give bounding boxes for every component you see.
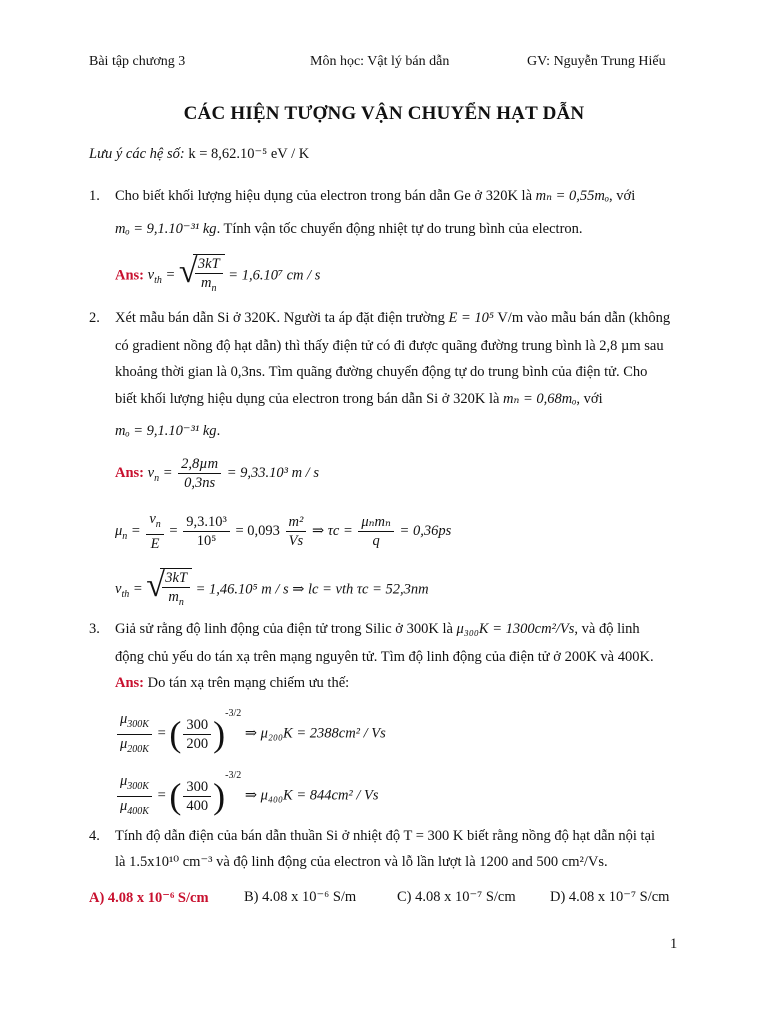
q2-line5-formula: mₒ = 9,1.10⁻³¹ kg <box>115 423 217 439</box>
page-number: 1 <box>670 936 678 952</box>
vth-symbol: $v_{th}$ = <box>147 267 176 287</box>
q3-eq2-exp: -3/2 <box>225 769 242 781</box>
q4-number: 4. <box>89 828 100 844</box>
q2-answer-3 <box>115 568 429 612</box>
q2-frac-distance: $\frac{\text{2,8µm}}{0,3ns}$ <box>178 455 221 492</box>
q2-line1 <box>115 310 670 327</box>
q2-ans-label: Ans: <box>115 464 145 481</box>
vn-symbol: $v_n$ = <box>147 464 173 484</box>
q3-ans-label: Ans: <box>115 675 145 691</box>
q1-number: 1. <box>89 188 100 204</box>
q1-line1 <box>115 188 635 205</box>
q3-eq2-temps: $\frac{300}{400}$ <box>183 778 211 815</box>
q2-frac-values: $\frac{\text{9,3.10³}}{\text{10⁵}}$ <box>183 513 230 550</box>
q2-ans2-mid: = 0,093 <box>235 522 280 539</box>
q3-eq1-exp: -3/2 <box>225 707 242 719</box>
q2-line4 <box>115 391 603 408</box>
note-line <box>89 146 309 163</box>
q2-ans3-result: = 1,46.10⁵ m / s ⇒ lc = vth τc = 52,3nm <box>195 581 429 598</box>
q3-line1-formula: μ₃₀₀K = 1300cm²/Vs <box>456 621 575 637</box>
q3-eq1-result: ⇒ μ₂₀₀K = 2388cm² / Vs <box>244 725 386 742</box>
q3-eq1-ratio: $\frac{\mu_{300K}}{\mu_{200K}}$ <box>117 710 152 759</box>
q2-ans2-result: = 0,36ps <box>399 522 452 539</box>
q3-ans-line <box>115 675 349 692</box>
option-c: C) 4.08 x 10⁻⁷ S/cm <box>397 889 516 905</box>
q3-line2: động chủ yếu do tán xạ trên mạng nguyên tử. Tìm độ linh động của điện tử ở 200K và 400K. <box>115 649 654 665</box>
q2-line4-formula: mₙ = 0,68mₒ <box>503 391 577 407</box>
page-title: CÁC HIỆN TƯỢNG VẬN CHUYỂN HẠT DẪN <box>183 103 585 124</box>
q3-number: 3. <box>89 621 100 637</box>
q3-eq1-temps: $\frac{300}{200}$ <box>183 716 211 753</box>
q4-line1: Tính độ dẫn điện của bán dẫn thuần Si ở nhiệt độ T = 300 K biết rằng nồng độ hạt dẫn nội tại <box>115 828 656 844</box>
q1-sqrt: √ $\frac{3kT}{m_n}$ <box>179 254 225 298</box>
q2-ans2-arrow: ⇒ τc = <box>311 522 353 539</box>
q2-line5 <box>115 423 220 440</box>
q1-ans-label: Ans: <box>115 267 145 284</box>
q2-line5-end: . <box>216 423 221 439</box>
mu-n-symbol: $\mu_n$ = <box>115 522 141 542</box>
q3-eq2-result: ⇒ μ₄₀₀K = 844cm² / Vs <box>244 787 379 804</box>
header-left: Bài tập chương 3 <box>89 54 186 69</box>
q2-line1-text: Xét mẫu bán dẫn Si ở 320K. Người ta áp đặt điện trường <box>115 310 445 326</box>
q1-ans-result: = 1,6.10⁷ cm / s <box>228 267 321 284</box>
q1-line2 <box>115 221 583 238</box>
q2-answer-2: $\mu_n$ = $\frac{v_n}{E}$ = $\frac{\text{9,3.10³}}{\text{10⁵}}$ = 0,093 $\frac{\text{m²}}{Vs}$ ⇒ τc = $\frac{\text{μₙmₙ}}{q}$ = 0,36ps <box>115 511 452 552</box>
q2-frac-vn-e: $\frac{v_n}{E}$ <box>146 510 163 553</box>
note-formula: k = 8,62.10⁻⁵ eV / K <box>188 146 310 162</box>
q2-line1-formula: E = 10⁵ <box>448 310 494 326</box>
vth-symbol-2: $v_{th}$ = <box>115 581 143 601</box>
note-label: Lưu ý các hệ số: <box>89 146 185 162</box>
q1-line2-formula: mₒ = 9,1.10⁻³¹ kg <box>115 221 217 237</box>
q2-frac-unit: $\frac{\text{m²}}{Vs}$ <box>286 513 307 550</box>
q2-line1-end: V/m vào mẫu bán dẫn (không <box>497 310 671 326</box>
q3-equation-2: $\frac{\mu_{300K}}{\mu_{400K}}$ = ( $\frac{300}{400}$ )$^{-3/2}$ ⇒ μ₄₀₀K = 844cm² / Vs <box>115 772 379 821</box>
q2-number: 2. <box>89 310 100 326</box>
q2-line4-end: , với <box>576 391 603 407</box>
q1-line1-text: Cho biết khối lượng hiệu dụng của electron trong bán dẫn Ge ở 320K là <box>115 188 533 204</box>
q1-line2-text: . Tính vận tốc chuyển động nhiệt tự do trung bình của electron. <box>216 221 583 237</box>
q2-line4-text: biết khối lượng hiệu dụng của electron trong bán dẫn Si ở 320K là <box>115 391 500 407</box>
option-b: B) 4.08 x 10⁻⁶ S/m <box>244 889 357 905</box>
q2-ans1-result: = 9,33.10³ m / s <box>226 464 319 481</box>
q3-line1 <box>115 621 640 638</box>
q2-line3: khoảng thời gian là 0,3ns. Tìm quãng đường chuyển động tự do trung bình của điện tử. Cho <box>115 364 648 380</box>
q3-equation-1: $\frac{\mu_{300K}}{\mu_{200K}}$ = ( $\frac{300}{200}$ )$^{-3/2}$ ⇒ μ₂₀₀K = 2388cm² / Vs <box>115 710 386 759</box>
header-right: GV: Nguyễn Trung Hiếu <box>527 54 666 69</box>
q2-frac-tau: $\frac{\text{μₙmₙ}}{q}$ <box>358 513 394 550</box>
q1-line1-formula: mₙ = 0,55mₒ <box>535 188 610 204</box>
q3-line1-end: , và độ linh <box>574 621 640 637</box>
q1-answer <box>115 254 320 298</box>
q1-line1-end: , với <box>609 188 636 204</box>
header-center: Môn học: Vật lý bán dẫn <box>310 54 450 69</box>
option-a: A) 4.08 x 10⁻⁶ S/cm <box>89 890 209 906</box>
q2-answer-1 <box>115 455 319 492</box>
option-d: D) 4.08 x 10⁻⁷ S/cm <box>550 889 670 905</box>
q2-sqrt: √ $\frac{3kT}{m_n}$ <box>146 568 192 612</box>
q2-line2: có gradient nồng độ hạt dẫn) thì thấy điện tử có đi được quãng đường trung bình là 2,8 µm sau <box>115 338 664 354</box>
q4-line2: là 1.5x10¹⁰ cm⁻³ và độ linh động của electron và lỗ lần lượt là 1200 and 500 cm²/Vs. <box>115 854 608 870</box>
q3-eq2-ratio: $\frac{\mu_{300K}}{\mu_{400K}}$ <box>117 772 152 821</box>
q3-ans-text: Do tán xạ trên mạng chiếm ưu thế: <box>147 675 350 691</box>
q3-line1-text: Giả sử rằng độ linh động của điện tử trong Silic ở 300K là <box>115 621 453 637</box>
